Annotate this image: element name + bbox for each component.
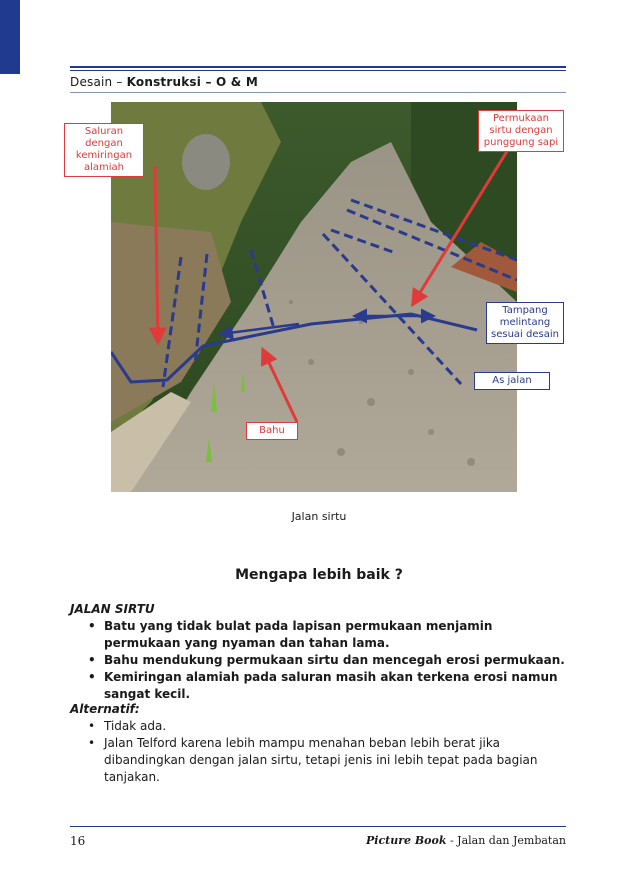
alternatif-list xyxy=(70,718,570,786)
photo-caption: Jalan sirtu xyxy=(291,510,347,523)
header-divider xyxy=(70,92,566,93)
list-item: • Tidak ada. xyxy=(70,718,570,735)
book-subtitle: Jalan dan Jembatan xyxy=(457,834,566,847)
book-title: Picture Book xyxy=(366,834,447,847)
list-item: • Jalan Telford karena lebih mampu menahan beban lebih berat jika dibandingkan dengan jalan sirtu, tetapi jenis ini lebih tepat pada bagian tanjakan. xyxy=(70,735,570,786)
page-header xyxy=(70,75,258,89)
callout-saluran: Saluran dengan kemiringan alamiah xyxy=(64,123,144,177)
callout-tampang: Tampang melintang sesuai desain xyxy=(486,302,564,344)
header-title: Konstruksi – O & M xyxy=(126,75,258,89)
side-tab xyxy=(0,0,20,74)
section-title: Mengapa lebih baik ? xyxy=(235,567,403,583)
footer-rule xyxy=(70,826,566,827)
page-number: 16 xyxy=(70,834,86,848)
road-photo xyxy=(111,102,517,492)
list-item: • Batu yang tidak bulat pada lapisan permukaan menjamin permukaan yang nyaman dan tahan lama. xyxy=(70,618,570,652)
header-rule xyxy=(70,66,566,68)
footer-title xyxy=(366,834,566,847)
list-item: • Kemiringan alamiah pada saluran masih akan terkena erosi namun sangat kecil. xyxy=(70,669,570,703)
callout-permukaan: Permukaan sirtu dengan punggung sapi xyxy=(478,110,564,152)
list-item: • Bahu mendukung permukaan sirtu dan mencegah erosi permukaan. xyxy=(70,652,570,669)
alternatif-heading: Alternatif: xyxy=(70,702,140,716)
jalan-sirtu-heading: JALAN SIRTU xyxy=(70,602,155,616)
callout-bahu: Bahu xyxy=(246,422,298,440)
jalan-sirtu-list xyxy=(70,618,570,703)
header-rule-thin xyxy=(70,70,566,71)
footer-separator: - xyxy=(446,834,458,847)
callout-as-jalan: As jalan xyxy=(474,372,550,390)
header-prefix: Desain – xyxy=(70,75,127,89)
